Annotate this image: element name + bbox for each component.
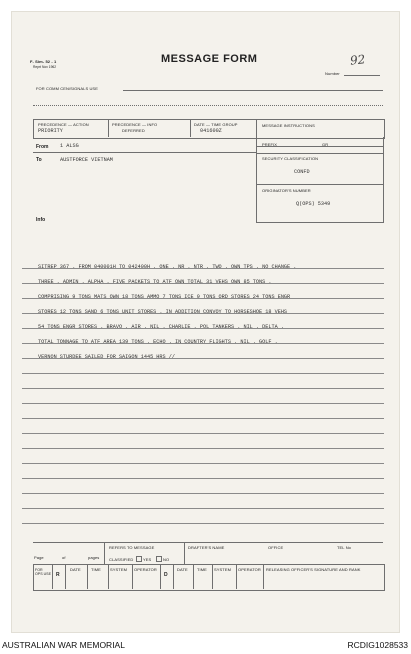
tel-label: TEL No (337, 545, 352, 550)
precedence-info-value: DEFERRED (122, 128, 145, 133)
r-time-label: TIME (91, 567, 101, 572)
message-line: 54 TONS ENGR STORES . BRAVO . AIR . NIL . CHARLIE . POL TANKERS . NIL . DELTA . (38, 324, 284, 330)
message-line: TOTAL TONNAGE TO ATF AREA 139 TONS . ECHO . IN COUNTRY FLIGHTS . NIL . GOLF . (38, 339, 278, 345)
d-system-label: SYSTEM (214, 567, 232, 572)
prefix-label: PREFIX (262, 142, 278, 147)
footer-id: RCDIG1028533 (347, 640, 408, 650)
d-label: D (164, 572, 168, 578)
message-line: SITREP 367 . FROM 040001H TO 042400H . ONE . NR . NTR . TWO . OWN TPS . NO CHANGE . (38, 264, 297, 270)
precedence-info-label: PRECEDENCE — INFO (112, 122, 158, 127)
d-date-label: DATE (177, 567, 188, 572)
r-operator-label: OPERATOR (134, 567, 157, 572)
info-label: Info (36, 217, 46, 223)
originator-number-label: ORIGINATOR'S NUMBER (262, 188, 311, 193)
page-label: Page (34, 555, 44, 560)
r-label: R (56, 572, 60, 578)
from-label: From (36, 144, 49, 150)
footer-source: AUSTRALIAN WAR MEMORIAL (2, 640, 125, 650)
form-code: F- Sim- 52 - 1 (30, 59, 57, 64)
comm-use-line (123, 90, 383, 91)
message-line: VERNON STURDEE SAILED FOR SAIGON 1445 HRS // (38, 354, 175, 360)
number-handwritten: 92 (349, 52, 366, 68)
to-value: AUSTFORCE VIETNAM (60, 157, 113, 163)
precedence-action-value: PRIORITY (38, 128, 63, 134)
security-value: CONFD (294, 169, 310, 175)
yes-label: YES (143, 557, 152, 562)
comm-use-label: FOR COMM CEN/SIGNALS USE (36, 86, 98, 91)
message-line: THREE . ADMIN . ALPHA . FIVE PACKETS TO ATF OWN TOTAL 31 VEHS OWN 85 TONS . (38, 279, 272, 285)
r-date-label: DATE (70, 567, 81, 572)
form-title: MESSAGE FORM (161, 53, 258, 65)
to-label: To (36, 157, 42, 163)
comm-use-line-2 (33, 105, 383, 106)
pages-label: pages (88, 555, 100, 560)
classified-label: CLASSIFIED (109, 557, 134, 562)
no-label: NO (163, 557, 170, 562)
dtg-value: 041600Z (200, 128, 222, 134)
number-underline (344, 75, 380, 76)
dtg-label: DATE — TIME GROUP (194, 122, 238, 127)
from-value: 1 ALSG (60, 143, 79, 149)
of-label: of (62, 555, 66, 560)
number-label: Number (325, 71, 340, 76)
form-reprint: Reprt Nov 1962 (33, 65, 57, 69)
message-line: COMPRISING 9 TONS MATS OWN 18 TONS AMMO 7 TONS ICE 9 TONS ORD STORES 24 TONS ENGR (38, 294, 291, 300)
message-instructions-label: MESSAGE INSTRUCTIONS (262, 123, 315, 128)
releasing-officer-label: RELEASING OFFICER'S SIGNATURE AND RANK (266, 567, 361, 572)
message-line: STORES 12 TONS SAND 6 TONS UNIT STORES . IN ADDITION CONVOY TO HORSESHOE 18 VEHS (38, 309, 288, 315)
classified-no-checkbox[interactable] (156, 556, 162, 562)
security-label: SECURITY CLASSIFICATION (262, 156, 319, 161)
precedence-action-label: PRECEDENCE — ACTION (38, 122, 89, 127)
drafter-label: DRAFTER'S NAME (188, 545, 225, 550)
gr-label: GR (322, 142, 329, 147)
office-label: OFFICE (268, 545, 284, 550)
refers-label: REFERS TO MESSAGE (109, 545, 155, 550)
originator-number-value: Q(OPS) 5349 (296, 201, 331, 207)
classified-yes-checkbox[interactable] (136, 556, 142, 562)
d-time-label: TIME (197, 567, 207, 572)
d-operator-label: OPERATOR (238, 567, 261, 572)
for-ops-label: FOR OPS USE (35, 568, 51, 577)
r-system-label: SYSTEM (110, 567, 128, 572)
